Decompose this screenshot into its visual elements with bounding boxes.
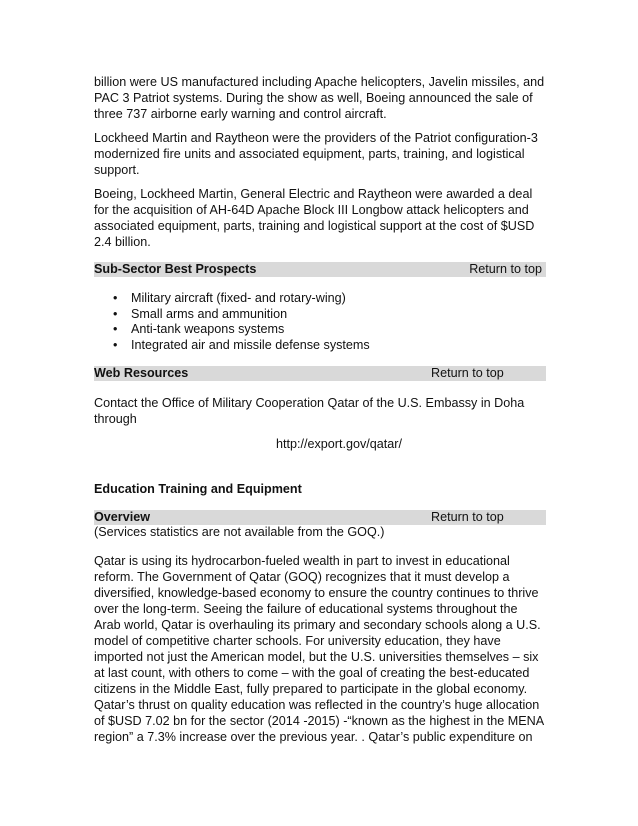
bullet-icon: • bbox=[113, 337, 118, 352]
sub-sector-title: Sub-Sector Best Prospects bbox=[94, 262, 257, 276]
list-item: • Anti-tank weapons systems bbox=[113, 322, 285, 336]
web-resources-header-bar bbox=[94, 366, 546, 381]
bullet-icon: • bbox=[113, 306, 118, 321]
sub-sector-header-bar bbox=[94, 262, 546, 277]
web-resources-title: Web Resources bbox=[94, 366, 189, 380]
paragraph-lockheed-raytheon: Lockheed Martin and Raytheon were the providers of the Patriot configuration-3 modernized fire units and associated equipment, parts, training, and logistical support. bbox=[94, 131, 538, 177]
bullet-icon: • bbox=[113, 291, 118, 305]
bullet-icon: • bbox=[113, 322, 118, 336]
export-gov-link[interactable]: http://export.gov/qatar/ bbox=[275, 437, 402, 451]
list-item: • Integrated air and missile defense systems bbox=[113, 337, 370, 352]
education-heading: Education Training and Equipment bbox=[94, 482, 302, 496]
web-resources-text: Contact the Office of Military Cooperation Qatar of the U.S. Embassy in Doha through bbox=[94, 396, 525, 426]
overview-title: Overview bbox=[94, 510, 151, 524]
paragraph-education-reform: Qatar is using its hydrocarbon-fueled wealth in part to invest in educational reform. The Government of Qatar (GOQ) recognizes that it must develop a diversified, knowledge-based economy to ensure the country continues to thrive over the long-term. Seeing the failure of educational systems throughout the Arab world, Qatar is overhauling its primary and secondary schools along a U.S. model of competitive charter schools. For university education, they have imported not just the American model, but the U.S. universities themselves – six at last count, with others to come – with the goal of creating the best-educated citizens in the Middle East, fully prepared to participate in the global economy. bbox=[94, 554, 541, 696]
overview-header-bar bbox=[94, 510, 546, 525]
return-to-top-link[interactable]: Return to top bbox=[431, 510, 504, 524]
return-to-top-link[interactable]: Return to top bbox=[469, 262, 542, 276]
return-to-top-link[interactable]: Return to top bbox=[431, 366, 504, 380]
list-item: • Small arms and ammunition bbox=[113, 306, 288, 321]
list-item: • Military aircraft (fixed- and rotary-wing) bbox=[113, 291, 346, 305]
paragraph-boeing-deal: Boeing, Lockheed Martin, General Electric and Raytheon were awarded a deal for the acquisition of AH-64D Apache Block III Longbow attack helicopters and associated equipment, parts, training and logistical support at the cost of $USD 2.4 billion. bbox=[94, 187, 535, 249]
paragraph-education-spending: Qatar’s thrust on quality education was reflected in the country’s huge allocation of $USD 7.02 bn for the sector (2014 -2015) -“known as the highest in the MENA region” a 7.3% increase over the previous year. . Qatar’s public expenditure on bbox=[94, 698, 544, 744]
best-prospects-list bbox=[113, 291, 533, 353]
services-note: (Services statistics are not available from the GOQ.) bbox=[94, 525, 385, 539]
paragraph-us-manufactured: billion were US manufactured including Apache helicopters, Javelin missiles, and PAC 3 Patriot systems. During the show as well, Boeing announced the sale of three 737 airborne early warning and control aircraft. bbox=[94, 75, 545, 121]
